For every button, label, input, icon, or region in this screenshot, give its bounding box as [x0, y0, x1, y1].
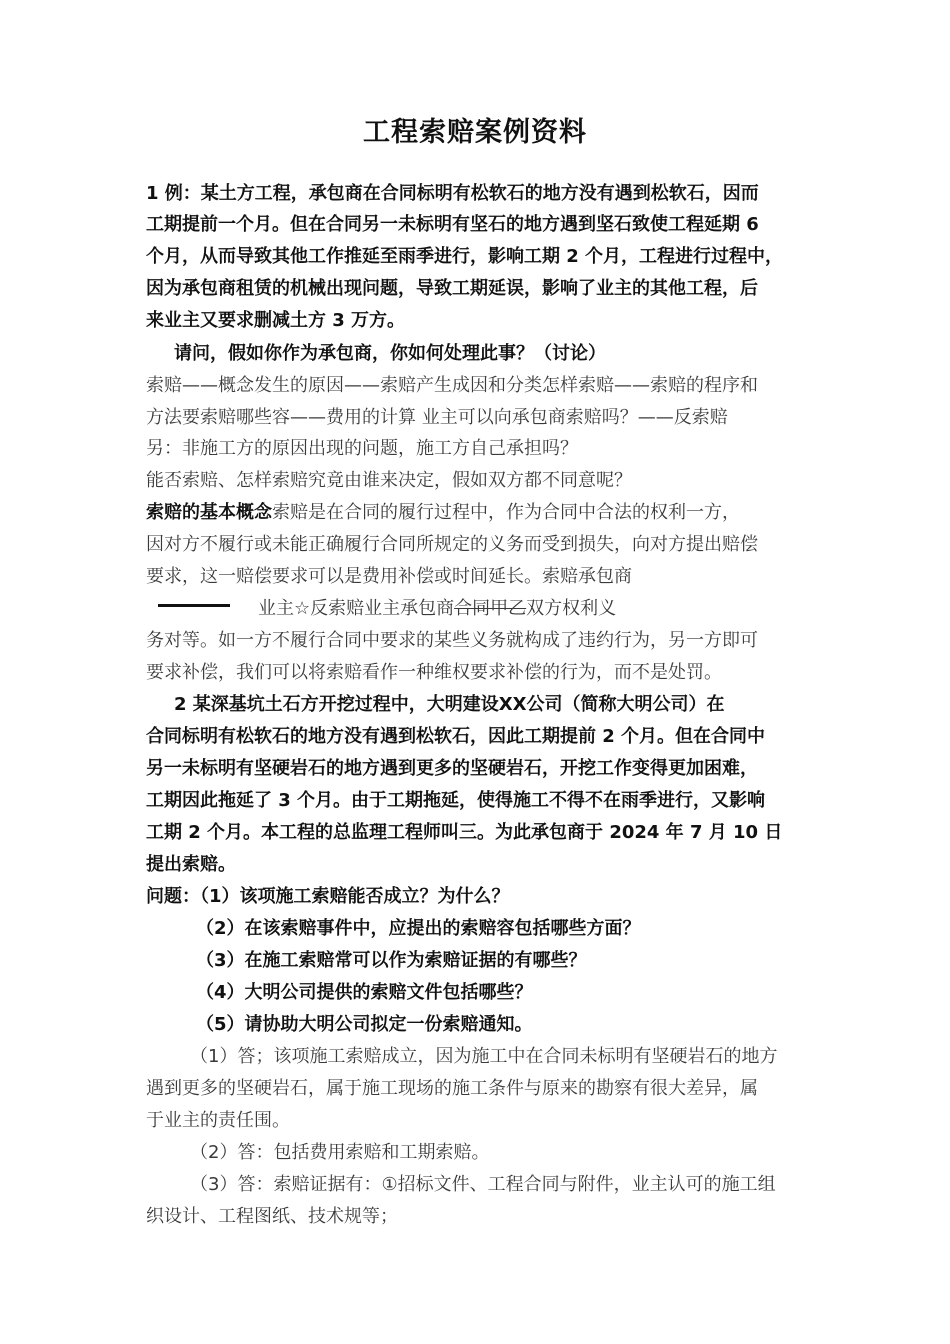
- answer-line: （1）答；该项施工索赔成立，因为施工中在合同未标明有坚硬岩石的地方: [190, 1046, 778, 1067]
- case2-line: 另一未标明有坚硬岩石的地方遇到更多的坚硬岩石，开挖工作变得更加困难，: [146, 758, 758, 779]
- question-item: （2）在该索赔事件中，应提出的索赔容包括哪些方面？: [196, 918, 641, 939]
- concept-line: 因对方不履行或未能正确履行合同所规定的义务而受到损失，向对方提出赔偿: [146, 534, 758, 555]
- diagram-rights: 双方权利义: [526, 598, 617, 619]
- case2-line: 2 某深基坑土石方开挖过程中，大明建设XX公司（简称大明公司）在: [174, 694, 725, 715]
- answer-line: 于业主的责任围。: [146, 1110, 290, 1131]
- case2-line: 合同标明有松软石的地方没有遇到松软石，因此工期提前 2 个月。但在合同中: [146, 726, 766, 747]
- concept-text: 索赔是在合同的履行过程中，作为合同中合法的权利一方，: [272, 502, 740, 523]
- case2-line: 提出索赔。: [146, 854, 236, 875]
- question-item: （3）在施工索赔常可以作为索赔证据的有哪些？: [196, 950, 587, 971]
- question-item: 问题：（1）该项施工索赔能否成立？为什么？: [146, 886, 510, 907]
- diagram-struck-text: 合同甲乙: [454, 598, 527, 619]
- concept-tail-line: 务对等。如一方不履行合同中要求的某些义务就构成了违约行为，另一方即可: [146, 630, 758, 651]
- diagram-arrow: [158, 604, 230, 607]
- case1-line: 1 例：某土方工程，承包商在合同标明有松软石的地方没有遇到松软石，因而: [146, 183, 759, 204]
- case1-question: 请问，假如你作为承包商，你如何处理此事？（讨论）: [174, 343, 606, 364]
- diagram-parties: 业主☆反索赔业主承包商: [258, 598, 455, 619]
- case1-line: 工期提前一个月。但在合同另一未标明有坚石的地方遇到坚石致使工程延期 6: [146, 214, 759, 235]
- question-item: （4）大明公司提供的索赔文件包括哪些？: [196, 982, 533, 1003]
- answer-line: （3）答：索赔证据有：①招标文件、工程合同与附件，业主认可的施工组: [190, 1174, 776, 1195]
- concept-first-line: [146, 501, 740, 525]
- answer-line: 织设计、工程图纸、技术规等；: [146, 1206, 398, 1227]
- concept-tail-line: 要求补偿，我们可以将索赔看作一种维权要求补偿的行为，而不是处罚。: [146, 662, 722, 683]
- diagram-line: [258, 597, 616, 621]
- document-title: 工程索赔案例资料: [363, 117, 587, 148]
- answer-line: 遇到更多的坚硬岩石，属于施工现场的施工条件与原来的勘察有很大差异，属: [146, 1078, 758, 1099]
- concept-label: 索赔的基本概念: [146, 502, 272, 523]
- case1-line: 因为承包商租赁的机械出现问题，导致工期延误，影响了业主的其他工程，后: [146, 278, 758, 299]
- note-line: 能否索赔、怎样索赔究竟由谁来决定，假如双方都不同意呢？: [146, 470, 632, 491]
- note-line: 方法要索赔哪些容——费用的计算 业主可以向承包商索赔吗？——反索赔: [146, 407, 728, 428]
- question-item: （5）请协助大明公司拟定一份索赔通知。: [196, 1014, 533, 1035]
- answer-line: （2）答：包括费用索赔和工期索赔。: [190, 1142, 490, 1163]
- case2-line: 工期因此拖延了 3 个月。由于工期拖延，使得施工不得不在雨季进行，又影响: [146, 790, 766, 811]
- case1-line: 个月，从而导致其他工作推延至雨季进行，影响工期 2 个月，工程进行过程中，: [146, 246, 784, 267]
- concept-line: 要求，这一赔偿要求可以是费用补偿或时间延长。索赔承包商: [146, 566, 632, 587]
- note-line: 另：非施工方的原因出现的问题，施工方自己承担吗？: [146, 438, 578, 459]
- case1-line: 来业主又要求删减土方 3 万方。: [146, 310, 406, 331]
- case2-line: 工期 2 个月。本工程的总监理工程师叫三。为此承包商于 2024 年 7 月 10 日: [146, 822, 783, 843]
- note-line: 索赔——概念发生的原因——索赔产生成因和分类怎样索赔——索赔的程序和: [146, 375, 758, 396]
